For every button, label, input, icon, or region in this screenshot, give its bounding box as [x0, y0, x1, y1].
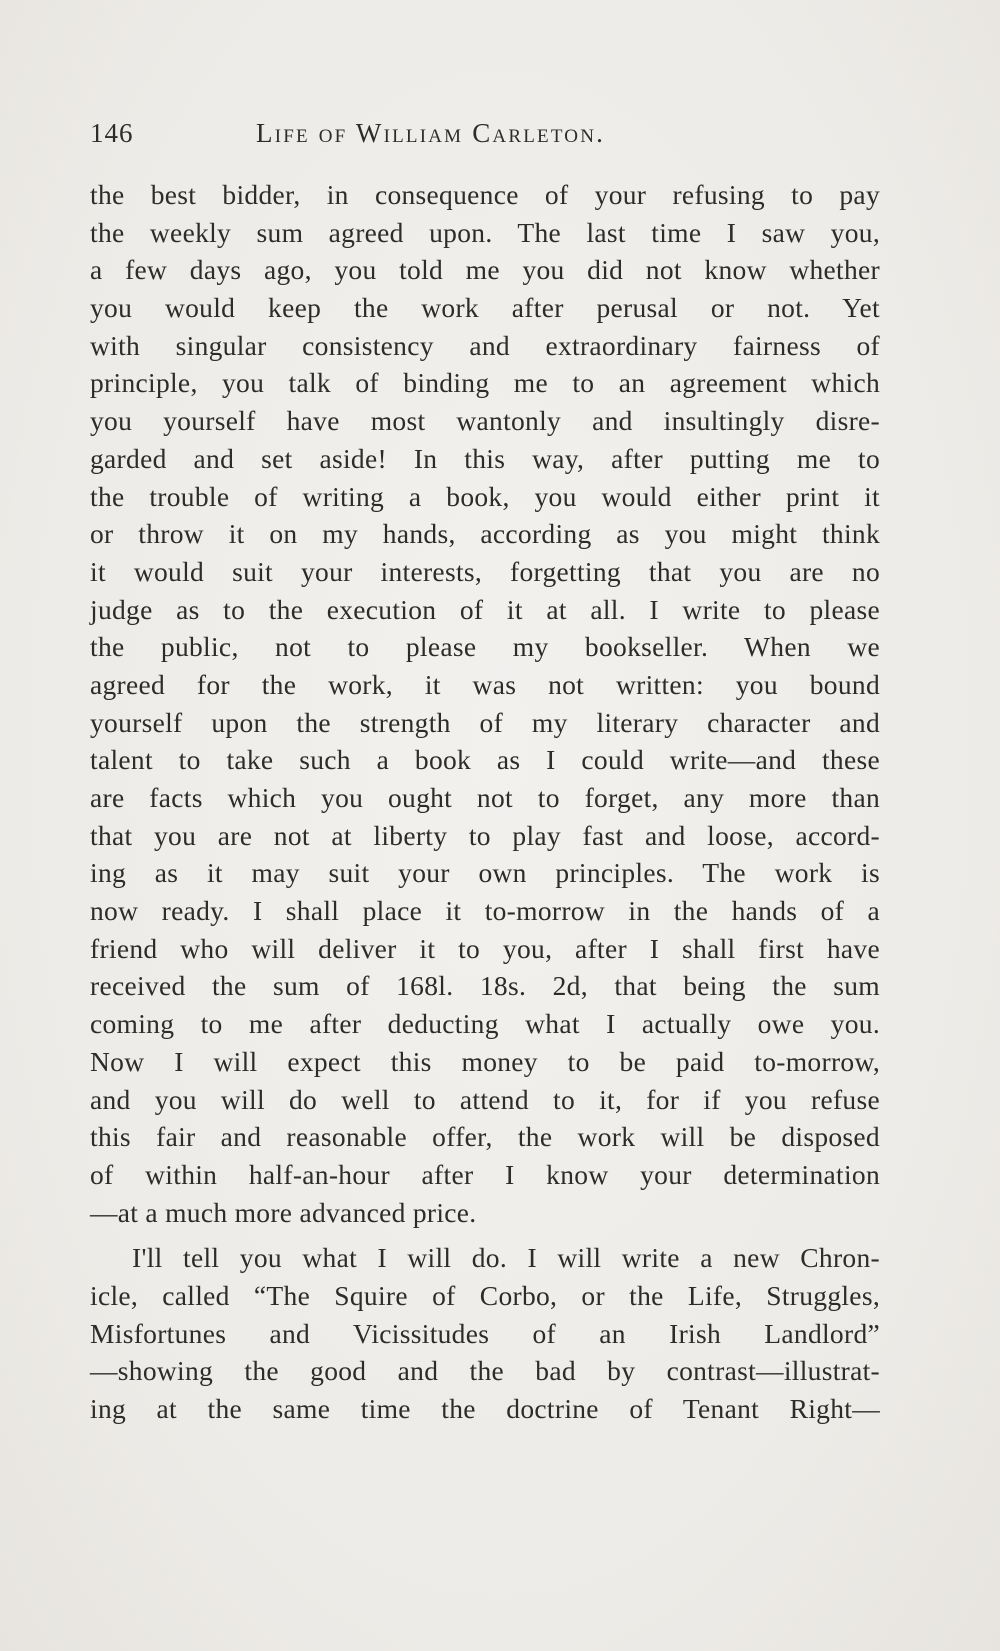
text-line: the public, not to please my bookseller. When we: [90, 631, 880, 663]
text-line: that you are not at liberty to play fast and loose, accord-: [90, 819, 880, 851]
text-line: judge as to the execution of it at all. I write to please: [90, 593, 880, 625]
text-line: friend who will deliver it to you, after I shall first have: [90, 932, 880, 964]
text-line: —showing the good and the bad by contrast—illustrat-: [90, 1355, 880, 1387]
text-line: you would keep the work after perusal or not. Yet: [90, 292, 880, 324]
text-line: principle, you talk of binding me to an agreement which: [90, 367, 880, 399]
text-line: garded and set aside! In this way, after putting me to: [90, 442, 880, 474]
text-line: this fair and reasonable offer, the work will be disposed: [90, 1121, 880, 1153]
running-title: Life of William Carleton.: [256, 118, 606, 148]
text-line: of within half-an-hour after I know your determination: [90, 1158, 880, 1190]
text-line: now ready. I shall place it to-morrow in the hands of a: [90, 895, 880, 927]
body-text: [90, 176, 880, 1428]
text-line: the best bidder, in consequence of your refusing to pay: [90, 179, 880, 210]
text-line: are facts which you ought not to forget, any more than: [90, 782, 880, 813]
text-line: Now I will expect this money to be paid to-morrow,: [90, 1045, 880, 1077]
text-line: and you will do well to attend to it, for if you refuse: [90, 1083, 880, 1115]
text-line: the trouble of writing a book, you would either print it: [90, 480, 880, 512]
text-line: talent to take such a book as I could write—and these: [90, 744, 880, 776]
page-header: [90, 118, 890, 158]
text-line: or throw it on my hands, according as you might think: [90, 518, 880, 550]
text-line: agreed for the work, it was not written: you bound: [90, 668, 880, 700]
text-line: icle, called “The Squire of Corbo, or the Life, Struggles,: [90, 1279, 880, 1311]
text-line: ing as it may suit your own principles. The work is: [90, 857, 880, 889]
paragraph-2: [90, 1239, 880, 1427]
text-line: it would suit your interests, forgetting that you are no: [90, 555, 880, 587]
paragraph-1: [90, 176, 880, 1231]
text-line: yourself upon the strength of my literary character and: [90, 706, 880, 738]
text-line: ing at the same time the doctrine of Tenant Right—: [90, 1393, 880, 1424]
text-line: received the sum of 168l. 18s. 2d, that being the sum: [90, 970, 880, 1002]
text-line: I'll tell you what I will do. I will write a new Chron-: [132, 1242, 880, 1274]
paragraph-gap: [90, 1231, 880, 1239]
text-line: Misfortunes and Vicissitudes of an Irish Landlord”: [90, 1317, 880, 1349]
text-line: —at a much more advanced price.: [90, 1196, 477, 1228]
text-line: a few days ago, you told me you did not know whether: [90, 254, 880, 286]
text-line: with singular consistency and extraordinary fairness of: [90, 329, 880, 361]
text-line: coming to me after deducting what I actually owe you.: [90, 1008, 880, 1040]
page-number: 146: [90, 118, 134, 148]
text-line: you yourself have most wantonly and insultingly disre-: [90, 405, 880, 437]
text-line: the weekly sum agreed upon. The last time I saw you,: [90, 216, 880, 248]
